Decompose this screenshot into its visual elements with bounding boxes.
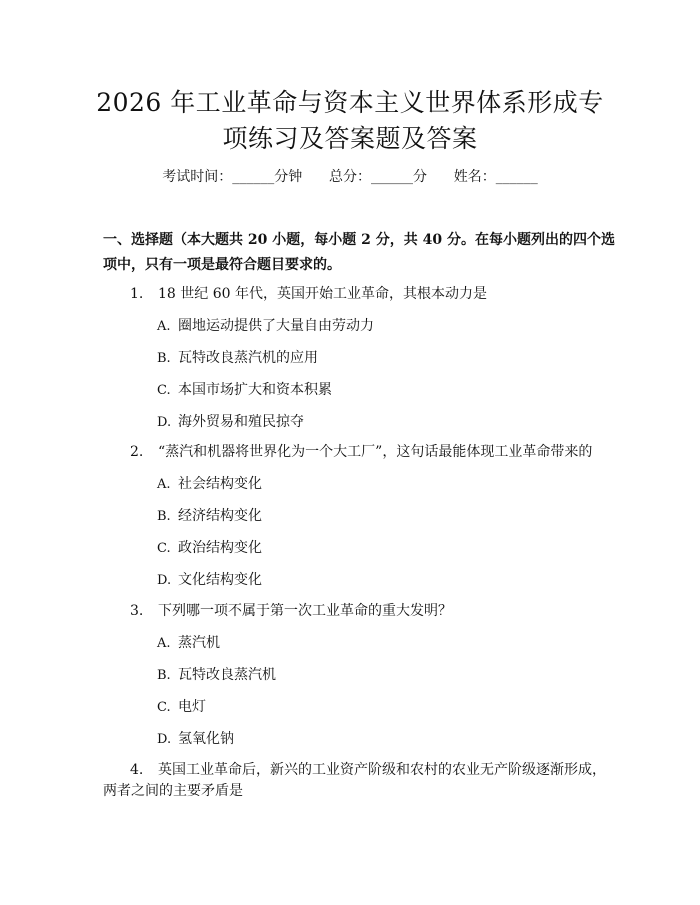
option-letter: B. <box>157 509 171 524</box>
option-letter: C. <box>157 700 171 715</box>
question-number: 4. <box>130 762 144 778</box>
option-text: 瓦特改良蒸汽机的应用 <box>178 350 318 366</box>
question-2-option-a <box>157 474 262 495</box>
question-text: “蒸汽和机器将世界化为一个大工厂”，这句话最能体现工业革命带来的 <box>158 444 593 460</box>
question-2-option-b <box>157 506 262 527</box>
option-letter: C. <box>157 383 171 398</box>
exam-info-line: 考试时间：______分钟 总分：______分 姓名：______ <box>162 169 538 185</box>
question-1-stem <box>130 284 487 304</box>
option-letter: A. <box>157 319 171 334</box>
option-text: 蒸汽机 <box>178 635 220 651</box>
question-1-option-d <box>157 412 304 433</box>
question-3-option-a <box>157 633 220 654</box>
question-3-option-d <box>157 729 234 750</box>
question-3-option-c <box>157 697 206 718</box>
option-letter: B. <box>157 668 171 683</box>
document-title-line2: 项练习及答案题及答案 <box>222 124 478 153</box>
question-number: 3. <box>130 603 144 619</box>
section-header: 一、选择题（本大题共 20 小题，每小题 2 分，共 40 分。在每小题列出的四个选 <box>103 232 615 248</box>
option-letter: D. <box>157 732 172 747</box>
option-letter: A. <box>157 636 171 651</box>
option-letter: D. <box>157 573 172 588</box>
option-letter: B. <box>157 351 171 366</box>
option-text: 电灯 <box>178 699 206 715</box>
option-text: 圈地运动提供了大量自由劳动力 <box>178 318 374 334</box>
document-title: 2026 年工业革命与资本主义世界体系形成专 <box>96 88 604 117</box>
question-text: 英国工业革命后，新兴的工业资产阶级和农村的农业无产阶级逐渐形成， <box>158 762 606 778</box>
section-header-line2: 项中，只有一项是最符合题目要求的。 <box>103 257 341 273</box>
question-2-stem <box>130 442 592 462</box>
option-letter: C. <box>157 541 171 556</box>
option-letter: D. <box>157 415 172 430</box>
option-text: 经济结构变化 <box>178 508 262 524</box>
option-text: 社会结构变化 <box>178 476 262 492</box>
question-4-stem-line2: 两者之间的主要矛盾是 <box>103 783 243 799</box>
option-text: 氢氧化钠 <box>178 731 234 747</box>
question-4-stem <box>130 760 606 780</box>
question-number: 1. <box>130 286 144 302</box>
question-2-option-c <box>157 538 262 559</box>
question-3-option-b <box>157 665 276 686</box>
question-3-stem <box>130 601 452 621</box>
option-text: 海外贸易和殖民掠夺 <box>178 414 304 430</box>
question-1-option-b <box>157 348 318 369</box>
question-number: 2. <box>130 444 144 460</box>
option-text: 本国市场扩大和资本积累 <box>178 382 332 398</box>
question-2-option-d <box>157 570 262 591</box>
option-text: 文化结构变化 <box>178 572 262 588</box>
question-1-option-a <box>157 316 374 337</box>
question-1-option-c <box>157 380 332 401</box>
option-letter: A. <box>157 477 171 492</box>
option-text: 政治结构变化 <box>178 540 262 556</box>
option-text: 瓦特改良蒸汽机 <box>178 667 276 683</box>
question-text: 18 世纪 60 年代，英国开始工业革命，其根本动力是 <box>158 286 487 302</box>
question-text: 下列哪一项不属于第一次工业革命的重大发明？ <box>158 603 452 619</box>
